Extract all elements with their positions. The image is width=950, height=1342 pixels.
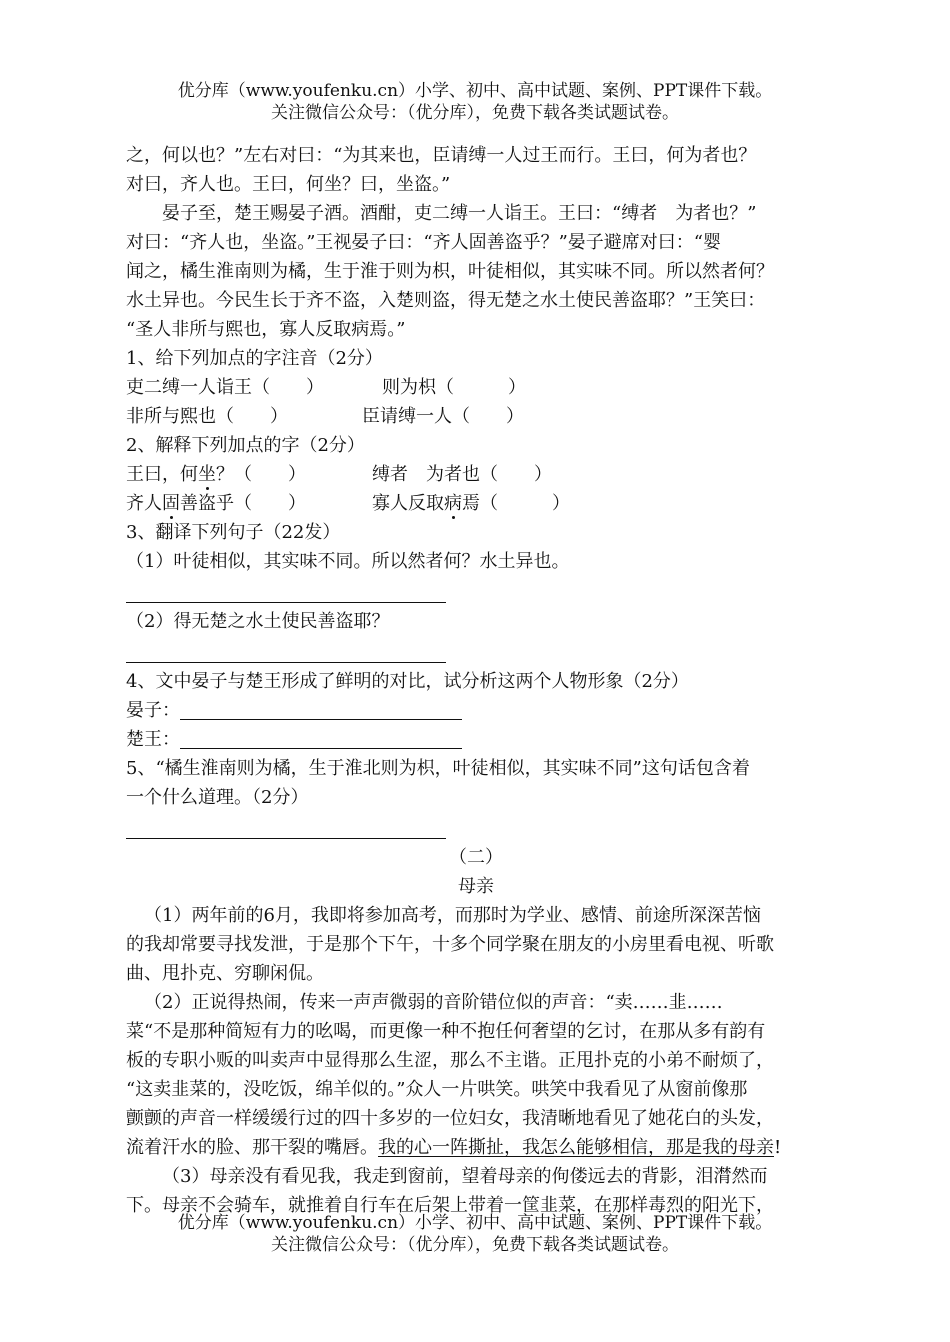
passage1-line: 闻之，橘生淮南则为橘，生于淮于则为枳，叶徒相似，其实味不同。所以然者何？ xyxy=(126,261,774,282)
underlined-sentence: 我的心一阵撕扯，我怎么能够相信，那是我的母亲 xyxy=(378,1137,774,1158)
q1-item-d: 臣请缚一人（ ） xyxy=(362,406,524,427)
answer-line[interactable] xyxy=(180,728,462,749)
passage1-line: 晏子至，楚王赐晏子酒。酒酣，吏二缚一人诣王。王曰：“缚者 为者也？” xyxy=(162,203,757,224)
q3-sentence-1: （1）叶徒相似，其实味不同。所以然者何？水土异也。 xyxy=(126,551,570,572)
passage1-line: 水土异也。今民生长于齐不盗，入楚则盗，得无楚之水土使民善盗耶？”王笑曰： xyxy=(126,290,766,311)
q4-yanzi-row xyxy=(126,696,826,725)
q2-item-c: 齐人固善盗乎（ ） xyxy=(126,493,306,514)
passage1-line: “圣人非所与熙也，寡人反取病焉。” xyxy=(126,319,406,340)
passage1-line: 对曰：“齐人也，坐盗。”王视晏子曰：“齐人固善盗乎？”晏子避席对曰：“婴 xyxy=(126,232,722,253)
page-footer xyxy=(0,1212,950,1256)
q1-item-c: 非所与熙也（ ） xyxy=(126,406,288,427)
question-3-title: 3、翻译下列句子（22发） xyxy=(126,522,341,543)
passage2-line: 的我却常要寻找发泄，于是那个下午，十多个同学聚在朋友的小房里看电视、听歌 xyxy=(126,934,774,955)
q2-item-d: 寡人反取病焉（ ） xyxy=(372,493,570,514)
q4-chuwang-row xyxy=(126,725,826,754)
q1-item-a: 吏二缚一人诣王（ ） xyxy=(126,377,324,398)
q3-sentence-2: （2）得无楚之水土使民善盗耶？ xyxy=(126,611,390,632)
question-4-title: 4、文中晏子与楚王形成了鲜明的对比，试分析这两个人物形象（2分） xyxy=(126,671,689,692)
question-5-line: 一个什么道理。（2分） xyxy=(126,787,309,808)
question-5-line: 5、“橘生淮南则为橘，生于淮北则为枳，叶徒相似，其实味不同”这句话包含着 xyxy=(126,758,750,779)
passage2-line: 下。母亲不会骑车，就推着自行车在后架上带着一筐韭菜，在那样毒烈的阳光下， xyxy=(126,1195,774,1216)
passage2-line: （3）母亲没有看见我，我走到窗前，望着母亲的佝偻远去的背影，泪潸然而 xyxy=(162,1166,768,1187)
section-title: 母亲 xyxy=(458,876,494,897)
passage2-line: 曲、甩扑克、穷聊闲侃。 xyxy=(126,963,324,984)
question-2-title: 2、解释下列加点的字（2分） xyxy=(126,435,365,456)
question-2-row xyxy=(126,489,826,518)
header-line-1: 优分库（www.youfenku.cn）小学、初中、高中试题、案例、PPT课件下载。 xyxy=(177,81,773,101)
question-1-title: 1、给下列加点的字注音（2分） xyxy=(126,348,383,369)
passage2-line: 流着汗水的脸、那干裂的嘴唇。我的心一阵撕扯，我怎么能够相信，那是我的母亲! xyxy=(126,1137,782,1158)
answer-line[interactable] xyxy=(180,699,462,720)
q2-item-b: 缚者 为者也（ ） xyxy=(372,464,552,485)
answer-line[interactable] xyxy=(126,576,446,603)
dotted-char: 坐 xyxy=(198,464,216,485)
dotted-char: 病 xyxy=(444,493,462,514)
q1-item-b: 则为枳（ ） xyxy=(382,377,526,398)
question-1-row xyxy=(126,373,826,402)
passage1-line: 对曰，齐人也。王曰，何坐？曰，坐盗。” xyxy=(126,174,451,195)
dotted-char: 固 xyxy=(162,493,180,514)
q4-chuwang-label: 楚王： xyxy=(126,729,180,750)
page-header xyxy=(0,80,950,124)
question-1-row xyxy=(126,402,826,431)
section-number: （二） xyxy=(449,847,503,868)
passage2-line: （2）正说得热闹，传来一声声微弱的音阶错位似的声音：“卖……韭…… xyxy=(144,992,723,1013)
answer-line[interactable] xyxy=(126,812,446,839)
passage2-line: 颤颤的声音一样缓缓行过的四十多岁的一位妇女，我清晰地看见了她花白的头发， xyxy=(126,1108,774,1129)
passage2-line: 板的专职小贩的叫卖声中显得那么生涩，那么不主谐。正甩扑克的小弟不耐烦了， xyxy=(126,1050,774,1071)
passage2-line: （1）两年前的6月，我即将参加高考，而那时为学业、感情、前途所深深苦恼 xyxy=(144,905,761,926)
q2-item-a: 王曰，何坐？（ ） xyxy=(126,464,306,485)
q4-yanzi-label: 晏子： xyxy=(126,700,180,721)
document-body xyxy=(126,141,826,1220)
passage2-line: 菜“不是那种简短有力的吆喝，而更像一种不抱任何奢望的乞讨，在那从多有韵有 xyxy=(126,1021,766,1042)
question-2-row xyxy=(126,460,826,489)
footer-line-1: 优分库（www.youfenku.cn）小学、初中、高中试题、案例、PPT课件下载。 xyxy=(177,1213,773,1233)
header-line-2: 关注微信公众号：（优分库），免费下载各类试题试卷。 xyxy=(271,103,679,123)
footer-line-2: 关注微信公众号：（优分库），免费下载各类试题试卷。 xyxy=(271,1235,679,1255)
passage1-line: 之，何以也？”左右对曰：“为其来也，臣请缚一人过王而行。王曰，何为者也？ xyxy=(126,145,757,166)
passage2-line: “这卖韭菜的，没吃饭，绵羊似的。”众人一片哄笑。哄笑中我看见了从窗前像那 xyxy=(126,1079,748,1100)
answer-line[interactable] xyxy=(126,636,446,663)
